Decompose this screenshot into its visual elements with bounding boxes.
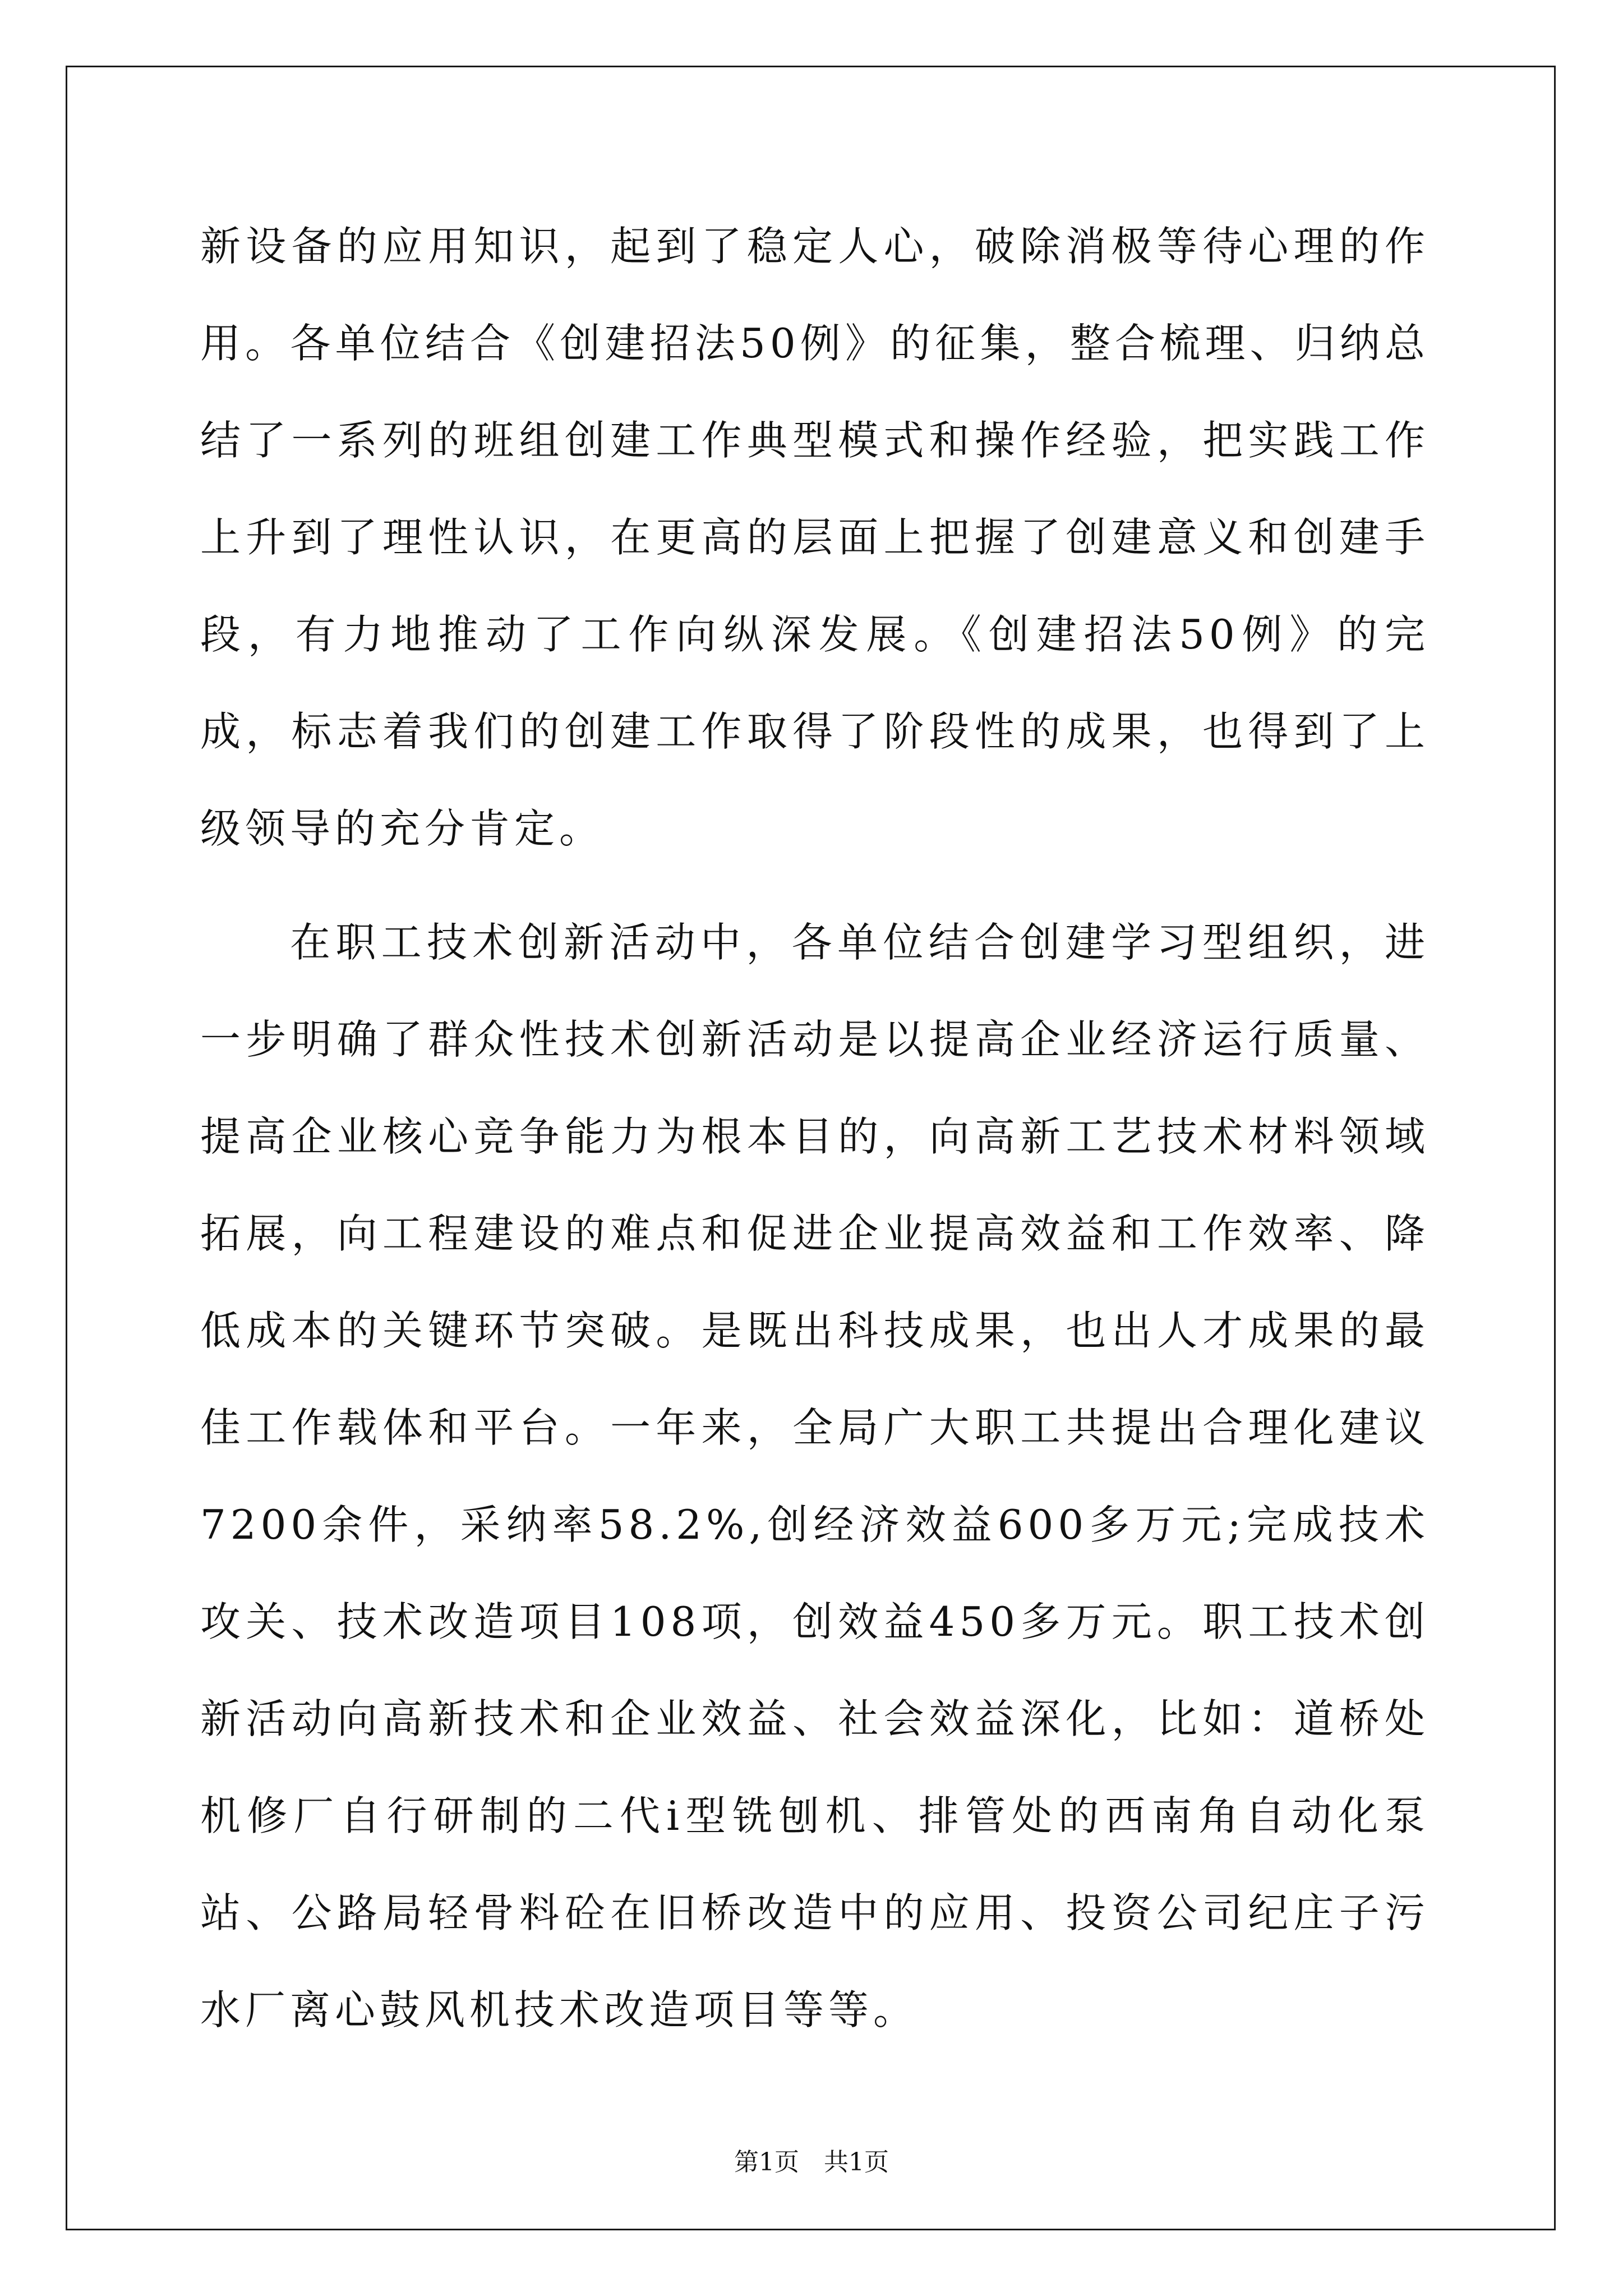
paragraph-1: 新设备的应用知识，起到了稳定人心，破除消极等待心理的作用。各单位结合《创建招法50例》的征集，整合梳理、归纳总结了一系列的班组创建工作典型模式和操作经验，把实践工作上升到了理性认识，在更高的层面上把握了创建意义和创建手段，有力地推动了工作向纵深发展。《创建招法50例》的完成，标志着我们的创建工作取得了阶段性的成果，也得到了上级领导的充分肯定。 [200,223,1430,852]
document-body [200,198,1430,2059]
paragraph-2: 在职工技术创新活动中，各单位结合创建学习型组织，进一步明确了群众性技术创新活动是以提高企业经济运行质量、提高企业核心竞争能力为根本目的，向高新工艺技术材料领域拓展，向工程建设的难点和促进企业提高效益和工作效率、降低成本的关键环节突破。是既出科技成果，也出人才成果的最佳工作载体和平台。一年来，全局广大职工共提出合理化建议7200余件，采纳率58.2%,创经济效益600多万元;完成技术攻关、技术改造项目108项，创效益450多万元。职工技术创新活动向高新技术和企业效益、社会效益深化，比如：道桥处机修厂自行研制的二代ⅰ型铣刨机、排管处的西南角自动化泵站、公路局轻骨料砼在旧桥改造中的应用、投资公司纪庄子污水厂离心鼓风机技术改造项目等等。 [200,919,1430,2033]
page-total: 共1页 [824,2148,889,2177]
page-footer [0,2142,1623,2178]
page-number: 第1页 [734,2148,799,2177]
